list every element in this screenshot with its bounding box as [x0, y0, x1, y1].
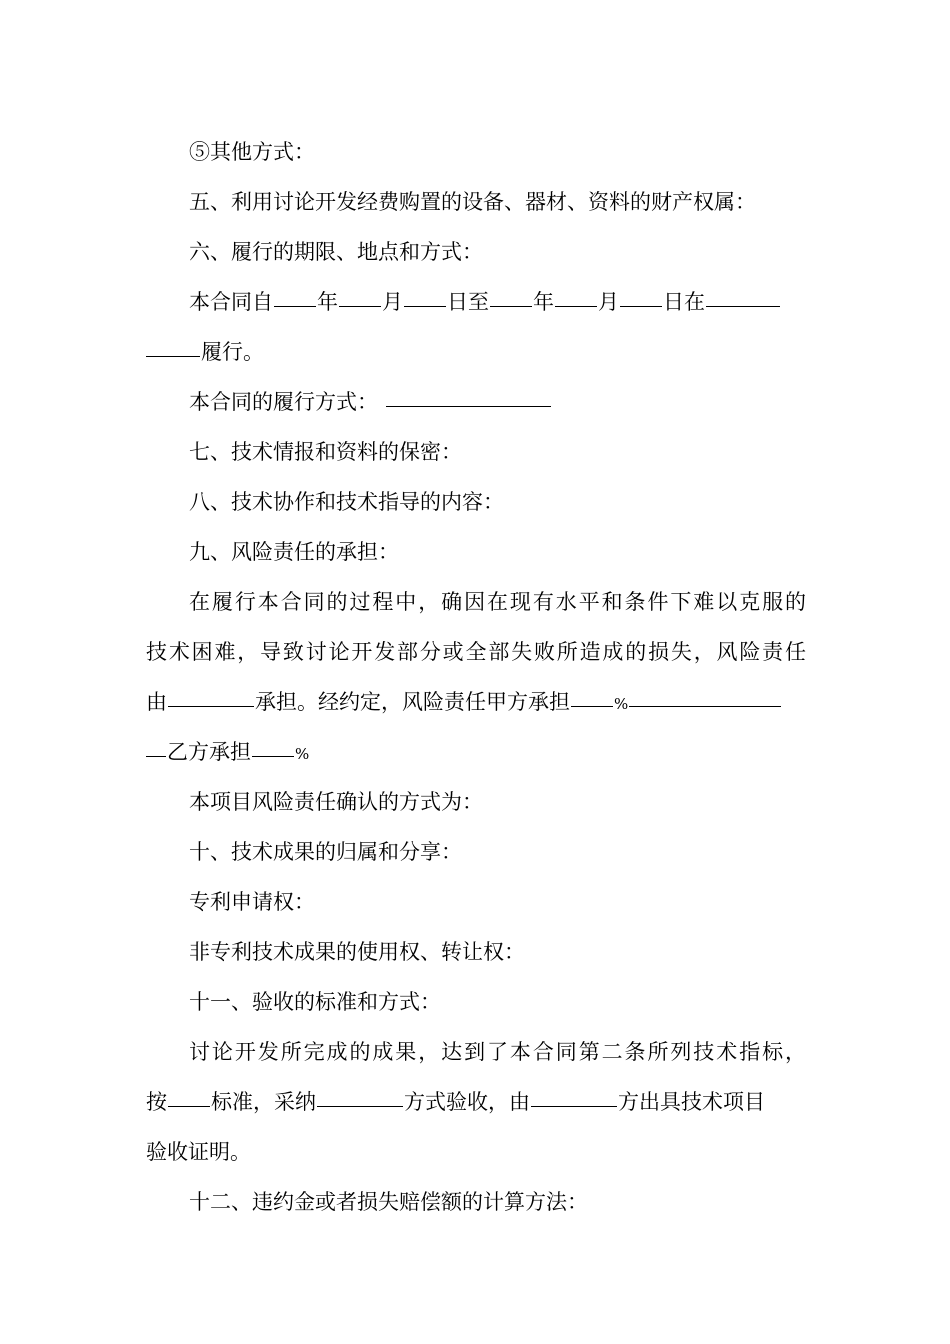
section-6-text: 六、履行的期限、地点和方式： — [189, 240, 483, 264]
section-5-text: 五、利用讨论开发经费购置的设备、器材、资料的财产权属： — [189, 190, 756, 214]
year-label: 年 — [533, 290, 554, 314]
month-label: 月 — [598, 290, 619, 314]
section-10-text: 十、技术成果的归属和分享： — [189, 840, 462, 864]
risk-extra-blank-cont — [146, 755, 166, 757]
term-line-2 — [146, 337, 806, 367]
term-line-1 — [189, 287, 806, 317]
method-blank — [386, 405, 551, 407]
nonpatent-line — [189, 937, 806, 967]
day-at-label: 日在 — [663, 290, 705, 314]
risk-text-3b: 承担。经约定，风险责任甲方承担 — [255, 690, 570, 714]
location-blank-cont — [146, 355, 200, 357]
performed-text: 履行。 — [201, 340, 264, 364]
patent-text: 专利申请权： — [189, 890, 315, 914]
party-b-percent-blank — [252, 755, 294, 757]
percent-sign: % — [295, 745, 310, 763]
end-month-blank — [555, 305, 597, 307]
day-to-label: 日至 — [447, 290, 489, 314]
section-7-heading — [189, 437, 806, 467]
section-12-text: 十二、违约金或者损失赔偿额的计算方法： — [189, 1190, 588, 1214]
risk-paragraph-line-2 — [146, 637, 806, 667]
acceptance-line-1 — [189, 1037, 806, 1067]
patent-line — [189, 887, 806, 917]
section-10-heading — [189, 837, 806, 867]
method-line — [189, 387, 806, 417]
section-9-text: 九、风险责任的承担： — [189, 540, 399, 564]
risk-paragraph-line-4 — [146, 737, 806, 769]
acceptance-text-2d: 方出具技术项目 — [618, 1090, 765, 1114]
other-method-line — [189, 137, 806, 167]
risk-paragraph-line-3 — [146, 687, 806, 719]
risk-confirm-line — [189, 787, 806, 817]
percent-sign: % — [614, 695, 629, 713]
start-month-blank — [339, 305, 381, 307]
start-day-blank — [404, 305, 446, 307]
section-7-text: 七、技术情报和资料的保密： — [189, 440, 462, 464]
start-year-blank — [274, 305, 316, 307]
risk-party-blank — [168, 705, 254, 707]
risk-text-3a: 由 — [146, 690, 167, 714]
month-label: 月 — [382, 290, 403, 314]
section-8-text: 八、技术协作和技术指导的内容： — [189, 490, 504, 514]
risk-extra-blank — [629, 705, 781, 707]
acceptance-text-2b: 标准，采纳 — [211, 1090, 316, 1114]
acceptance-text-2a: 按 — [146, 1090, 167, 1114]
acceptance-text-1: 讨论开发所完成的成果，达到了本合同第二条所列技术指标， — [189, 1040, 806, 1064]
section-5-heading — [189, 187, 806, 217]
acceptance-line-3 — [146, 1137, 806, 1167]
section-11-heading — [189, 987, 806, 1017]
method-label: 本合同的履行方式： — [189, 390, 378, 414]
risk-text-2: 技术困难，导致讨论开发部分或全部失败所造成的损失，风险责任 — [146, 640, 806, 664]
risk-confirm-text: 本项目风险责任确认的方式为： — [189, 790, 483, 814]
end-day-blank — [620, 305, 662, 307]
issuing-party-blank — [531, 1105, 617, 1107]
risk-paragraph-line-1 — [189, 587, 806, 617]
location-blank — [706, 305, 780, 307]
term-prefix: 本合同自 — [189, 290, 273, 314]
section-11-text: 十一、验收的标准和方式： — [189, 990, 441, 1014]
section-8-heading — [189, 487, 806, 517]
acceptance-line-2 — [146, 1087, 806, 1117]
nonpatent-text: 非专利技术成果的使用权、转让权： — [189, 940, 525, 964]
risk-text-1: 在履行本合同的过程中，确因在现有水平和条件下难以克服的 — [189, 590, 806, 614]
risk-text-4: 乙方承担 — [167, 740, 251, 764]
acceptance-method-blank — [317, 1105, 403, 1107]
other-method-text: ⑤其他方式： — [189, 140, 315, 164]
section-9-heading — [189, 537, 806, 567]
acceptance-text-2c: 方式验收，由 — [404, 1090, 530, 1114]
section-12-heading — [189, 1187, 806, 1217]
standard-blank — [168, 1105, 210, 1107]
section-6-heading — [189, 237, 806, 267]
year-label: 年 — [317, 290, 338, 314]
acceptance-text-3: 验收证明。 — [146, 1140, 251, 1164]
party-a-percent-blank — [571, 705, 613, 707]
end-year-blank — [490, 305, 532, 307]
